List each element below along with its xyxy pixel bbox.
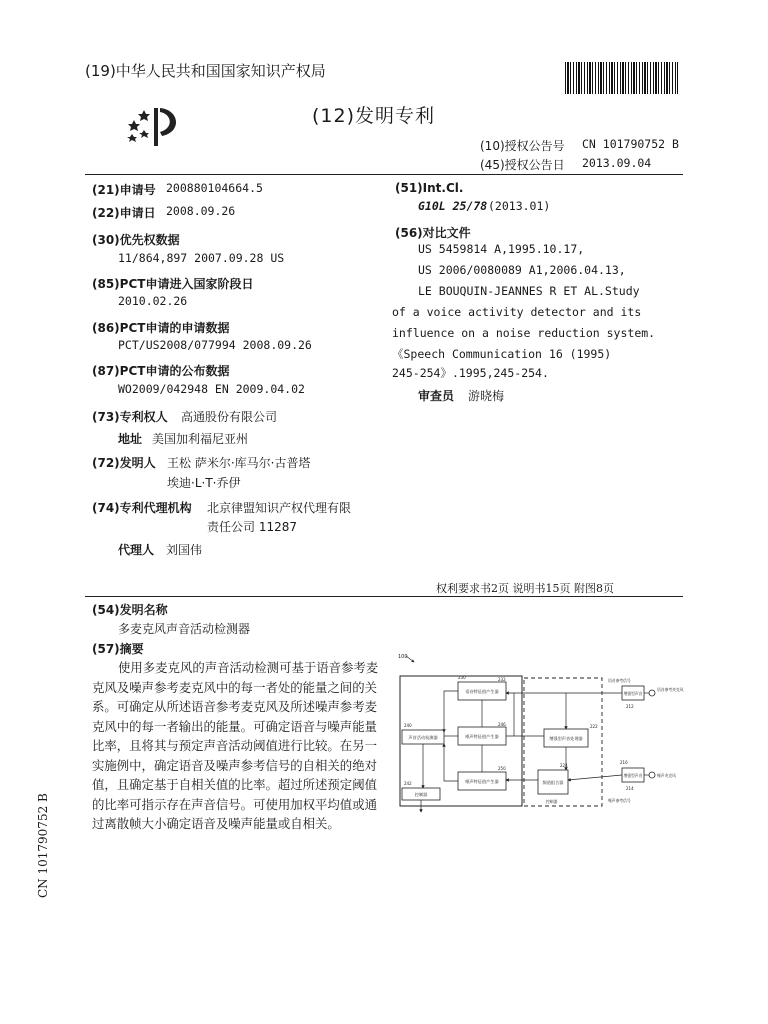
fig-in-label-2: 噪声参考信号 xyxy=(608,798,631,803)
fig-num-224: 224 xyxy=(560,763,568,768)
fig-mic-1 xyxy=(649,690,655,696)
priority-label: (30)优先权数据 xyxy=(92,233,180,247)
app-no: 200880104664.5 xyxy=(166,181,263,195)
app-date-label: (22)申请日 xyxy=(92,206,156,220)
agency-line-2: 责任公司 11287 xyxy=(207,520,297,534)
pct-app-label: (86)PCT申请的申请数据 xyxy=(92,321,230,335)
pub-date-label: (45)授权公告日 xyxy=(480,158,565,172)
fig-block-230-text: 语音特征值产生器 xyxy=(465,689,499,694)
intcl-label: (51)Int.Cl. xyxy=(395,181,464,195)
ref-line-4: of a voice activity detector and its xyxy=(392,305,642,319)
pub-date: 2013.09.04 xyxy=(582,156,652,170)
ref-line-1: US 5459814 A,1995.10.17, xyxy=(418,242,585,256)
ref-line-7: 245-254》.1995,245-254. xyxy=(392,366,549,380)
inventors-label: (72)发明人 xyxy=(92,456,156,470)
address: 美国加利福尼亚州 xyxy=(152,432,249,446)
abstract-label: (57)摘要 xyxy=(92,642,144,656)
fig-block-control-text: 控制器 xyxy=(414,792,428,797)
refs-label: (56)对比文件 xyxy=(395,226,471,240)
document-type: (12)发明专利 xyxy=(312,105,436,127)
agent-label: 代理人 xyxy=(118,543,155,557)
patentee-label: (73)专利权人 xyxy=(92,410,168,424)
ref-line-5: influence on a noise reduction system. xyxy=(392,326,656,340)
pages-count: 权利要求书2页 说明书15页 附图8页 xyxy=(436,582,614,595)
abstract-text: 使用多麦克风的声音活动检测可基于语音参考麦克风及噪声参考麦克风中的每一者处的能量之间的关系。可确定从所述语音参考麦克风及所述噪声参考麦克风中的每一者输出的能量。可确定语音与噪声能量比率，且将其与预定声音活动阈值进行比较。在另一实施例中，确定语音及噪声参考信号的自相关的绝对值，且确定基于自相关值的比率。超过所述预定阈值的比率可指示存在声音信号。可使用加权平均值或通过离散帧大小确定语音及噪声能量或自相关。 xyxy=(92,660,379,831)
fig-in-label-1: 语音参考信号 xyxy=(608,678,631,683)
fig-ref-main: 100 xyxy=(398,654,408,660)
examiner-label: 审查员 xyxy=(418,389,455,403)
office-name: (19)中华人民共和国国家知识产权局 xyxy=(85,62,326,80)
ref-line-2: US 2006/0080089 A1,2006.04.13, xyxy=(418,263,626,277)
pages-divider xyxy=(85,596,683,597)
fig-block-212-text: 增强型声音 xyxy=(623,691,643,696)
app-date: 2008.09.26 xyxy=(166,204,236,218)
pub-no: CN 101790752 B xyxy=(582,137,679,151)
cnipa-logo-icon xyxy=(124,102,186,150)
ref-line-6: 《Speech Communication 16 (1995) xyxy=(392,347,612,361)
ref-line-3: LE BOUQUIN-JEANNES R ET AL.Study xyxy=(418,284,640,298)
app-no-label: (21)申请号 xyxy=(92,183,156,197)
invention-title: 多麦克风声音活动检测器 xyxy=(118,622,251,636)
fig-num-230: 230 xyxy=(458,675,466,680)
pct-entry: 2010.02.26 xyxy=(118,294,188,308)
patentee: 高通股份有限公司 xyxy=(181,410,278,424)
intcl-code: G10L 25/78 xyxy=(418,199,488,213)
inventors-line-2: 埃迪·L·T·乔伊 xyxy=(167,476,241,490)
fig-num-212: 212 xyxy=(626,704,634,709)
intcl-year: (2013.01) xyxy=(488,199,551,213)
fig-num-222: 222 xyxy=(590,724,598,729)
fig-block-224-text: 频道组合器 xyxy=(542,780,564,785)
barcode-image xyxy=(565,62,678,94)
priority: 11/864,897 2007.09.28 US xyxy=(118,251,285,265)
fig-num-216: 216 xyxy=(620,760,628,765)
fig-num-242: 242 xyxy=(404,781,412,786)
pct-entry-label: (85)PCT申请进入国家阶段日 xyxy=(92,277,254,291)
fig-out-label-1: 语音参考麦克风 xyxy=(657,687,684,692)
inventors-line-1: 王松 萨米尔·库马尔·古普塔 xyxy=(167,456,311,470)
fig-num-214: 214 xyxy=(626,786,634,791)
pub-no-label: (10)授权公告号 xyxy=(480,139,565,153)
agency-line-1: 北京律盟知识产权代理有限 xyxy=(207,501,352,515)
fig-dash-label: 控制器 xyxy=(546,799,558,804)
title-label: (54)发明名称 xyxy=(92,603,168,617)
fig-num-232: 232 xyxy=(498,677,506,682)
fig-block-250-text: 噪声特征值产生器 xyxy=(465,779,499,784)
pct-pub-label: (87)PCT申请的公布数据 xyxy=(92,364,230,378)
fig-num-250: 250 xyxy=(498,766,506,771)
pct-app: PCT/US2008/077994 2008.09.26 xyxy=(118,338,312,352)
agent: 刘国伟 xyxy=(166,543,203,557)
abstract-figure xyxy=(394,650,694,820)
side-publication-code: CN 101790752 B xyxy=(36,793,50,898)
header-divider xyxy=(85,174,683,175)
fig-mic-2 xyxy=(649,772,655,778)
fig-block-240-text: 声音活动检测器 xyxy=(408,735,438,740)
fig-block-214-text: 增强型声音 xyxy=(623,773,643,778)
fig-out-label-2: 噪声麦克风 xyxy=(657,773,676,778)
pct-pub: WO2009/042948 EN 2009.04.02 xyxy=(118,382,305,396)
fig-num-246: 246 xyxy=(498,722,506,727)
fig-block-222-text: 增强型声音处理器 xyxy=(549,736,583,741)
address-label: 地址 xyxy=(118,432,143,446)
examiner: 游晓梅 xyxy=(468,389,505,403)
fig-num-240: 240 xyxy=(404,723,412,728)
fig-block-246-text: 噪声特征值产生器 xyxy=(465,734,499,739)
agency-label: (74)专利代理机构 xyxy=(92,501,192,515)
